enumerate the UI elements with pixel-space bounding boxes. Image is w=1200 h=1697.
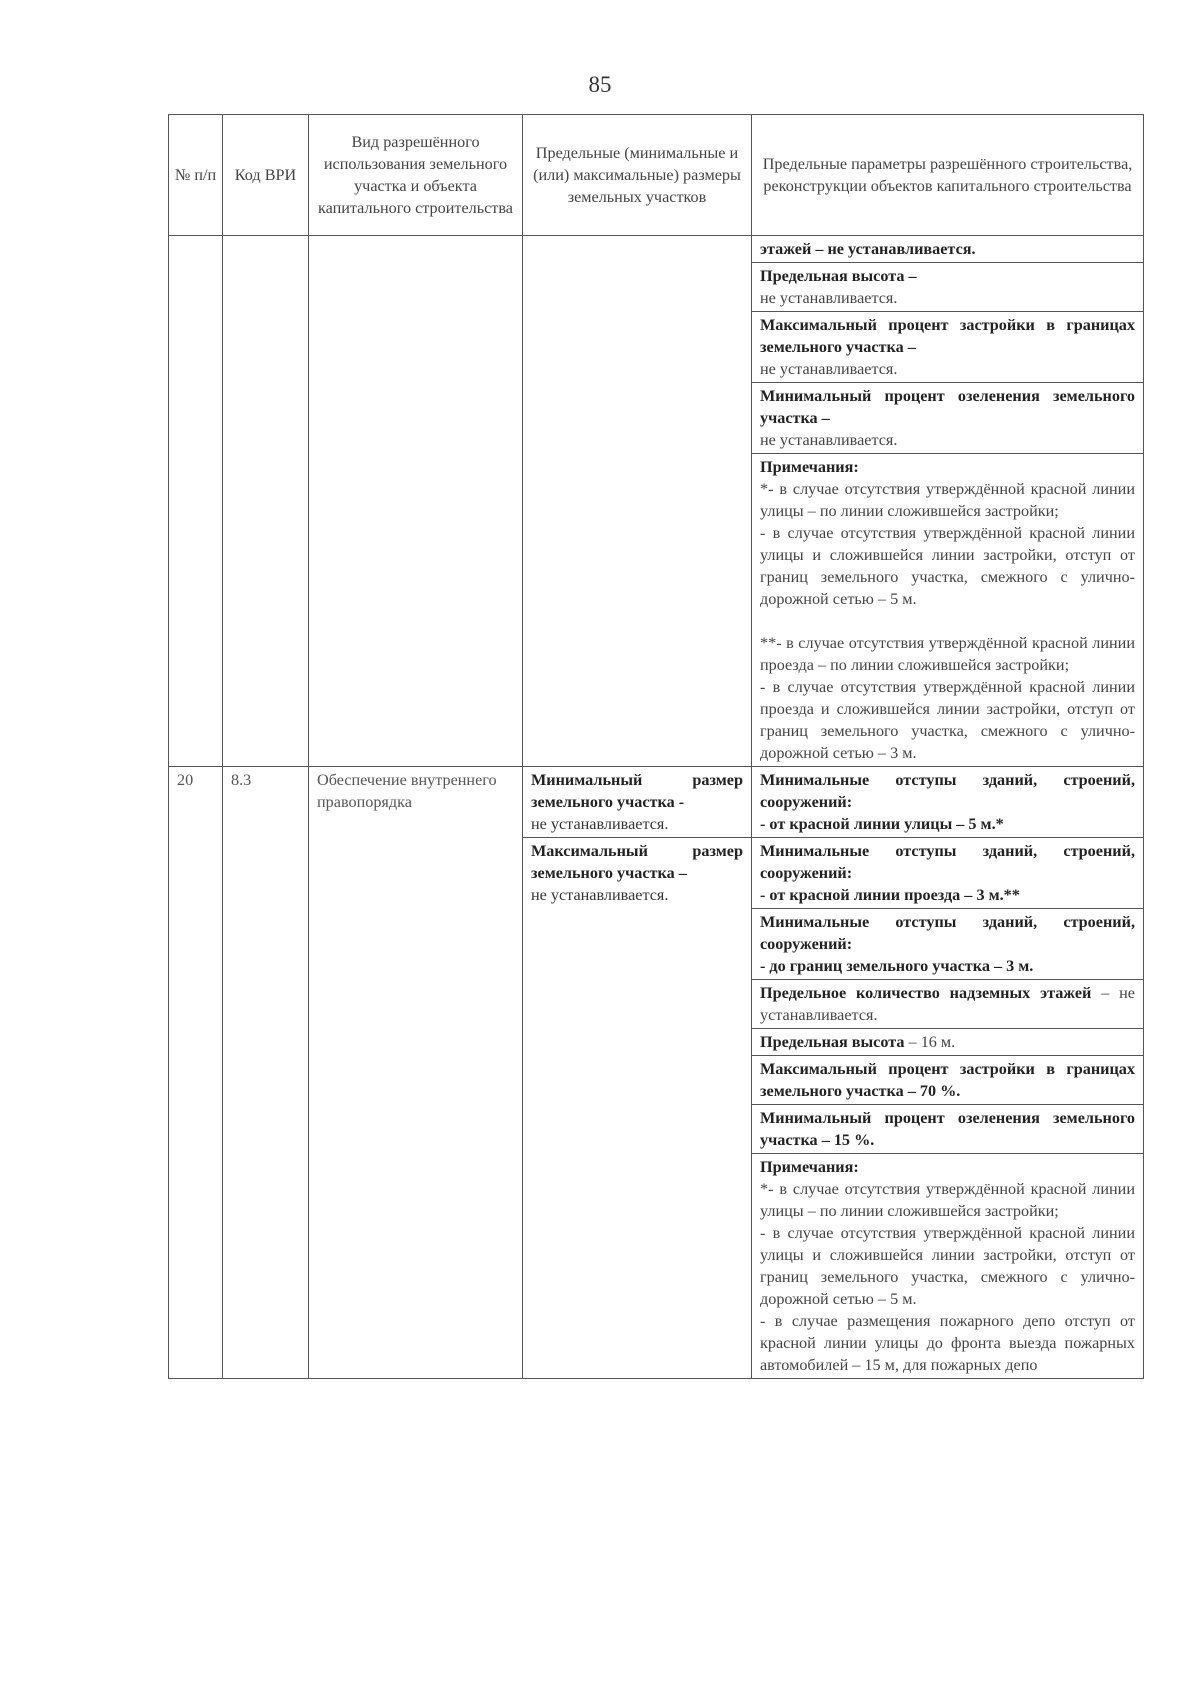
param-setback-boundary	[752, 909, 1144, 980]
row-code: 8.3	[223, 767, 309, 1379]
param-setback-street	[752, 767, 1144, 838]
cont-kind-cell	[309, 236, 523, 767]
note-item: *- в случае отсутствия утверждённой красной линии улицы – по линии сложившейся застройки;	[760, 480, 1135, 520]
param-title: Предельное количество надземных этажей	[760, 984, 1092, 1002]
param-title: Минимальный процент озеленения земельного участка	[760, 1109, 1135, 1149]
param-title: Максимальный процент застройки в границах земельного участка –	[760, 316, 1135, 356]
param-setback-driveway	[752, 838, 1144, 909]
cont-notes	[752, 454, 1144, 767]
table-header-row	[169, 115, 1144, 236]
cont-param-greening	[752, 383, 1144, 454]
param-title: Минимальные отступы зданий, строений, сооружений:	[760, 771, 1135, 811]
param-title: Предельная высота	[760, 1033, 905, 1051]
header-permitted-use: Вид разрешённого использования земельного участка и объекта капитального строительства	[309, 115, 523, 236]
header-construction-params: Предельные параметры разрешённого строительства, реконструкции объектов капитального строительства	[752, 115, 1144, 236]
param-line: - до границ земельного участка – 3 м.	[760, 957, 1034, 975]
param-line: - от красной линии улицы – 5 м.*	[760, 815, 1004, 833]
param-title: Минимальные отступы зданий, строений, сооружений:	[760, 913, 1135, 953]
row-notes	[752, 1154, 1144, 1379]
param-value: – 70 %.	[903, 1082, 961, 1100]
table-row	[169, 767, 1144, 838]
notes-title: Примечания:	[760, 1158, 859, 1176]
param-title: Максимальный процент застройки в границах земельного участка	[760, 1060, 1135, 1100]
cont-size-cell	[523, 236, 752, 767]
note-item: *- в случае отсутствия утверждённой красной линии улицы – по линии сложившейся застройки;	[760, 1180, 1135, 1220]
note-item: - в случае размещения пожарного депо отступ от красной линии улицы до фронта выезда пожарных автомобилей – 15 м, для пожарных депо	[760, 1312, 1135, 1374]
header-code: Код ВРИ	[223, 115, 309, 236]
param-value: – 15 %.	[817, 1131, 875, 1149]
regulations-table	[168, 114, 1144, 1379]
size-title: Минимальный размер земельного участка -	[531, 771, 743, 811]
param-value: – не устанавливается.	[760, 984, 1135, 1024]
param-floors	[752, 980, 1144, 1029]
param-height	[752, 1029, 1144, 1056]
cont-num-cell	[169, 236, 223, 767]
row-min-size	[523, 767, 752, 838]
cont-param-floors	[752, 236, 1144, 263]
param-value: не устанавливается.	[760, 289, 898, 307]
table-row	[169, 236, 1144, 263]
note-item: - в случае отсутствия утверждённой красной линии проезда и сложившейся линии застройки, отступ от границ земельного участка, смежного с улично-дорожной сетью – 3 м.	[760, 678, 1135, 762]
note-item: **- в случае отсутствия утверждённой красной линии проезда – по линии сложившейся застройки;	[760, 634, 1135, 674]
page-number: 85	[588, 72, 612, 97]
header-number: № п/п	[169, 115, 223, 236]
header-plot-sizes: Предельные (минимальные и (или) максимальные) размеры земельных участков	[523, 115, 752, 236]
cont-param-height	[752, 263, 1144, 312]
param-line: - от красной линии проезда – 3 м.**	[760, 886, 1020, 904]
param-title: Предельная высота –	[760, 267, 917, 285]
param-title: Минимальные отступы зданий, строений, сооружений:	[760, 842, 1135, 882]
param-coverage	[752, 1056, 1144, 1105]
param-text: этажей – не устанавливается.	[760, 240, 976, 258]
param-value: – 16 м.	[904, 1033, 956, 1051]
param-greening	[752, 1105, 1144, 1154]
row-permitted-use: Обеспечение внутреннего правопорядка	[309, 767, 523, 1379]
param-value: не устанавливается.	[760, 360, 898, 378]
cont-param-coverage	[752, 312, 1144, 383]
row-max-size	[523, 838, 752, 1379]
size-value: не устанавливается.	[531, 815, 669, 833]
param-title: Минимальный процент озеленения земельного участка –	[760, 387, 1135, 427]
size-value: не устанавливается.	[531, 886, 669, 904]
note-item: - в случае отсутствия утверждённой красной линии улицы и сложившейся линии застройки, отступ от границ земельного участка, смежного с улично-дорожной сетью – 5 м.	[760, 524, 1135, 608]
cont-code-cell	[223, 236, 309, 767]
param-value: не устанавливается.	[760, 431, 898, 449]
note-item: - в случае отсутствия утверждённой красной линии улицы и сложившейся линии застройки, отступ от границ земельного участка, смежного с улично-дорожной сетью – 5 м.	[760, 1224, 1135, 1308]
row-number: 20	[169, 767, 223, 1379]
size-title: Максимальный размер земельного участка –	[531, 842, 743, 882]
notes-title: Примечания:	[760, 458, 859, 476]
